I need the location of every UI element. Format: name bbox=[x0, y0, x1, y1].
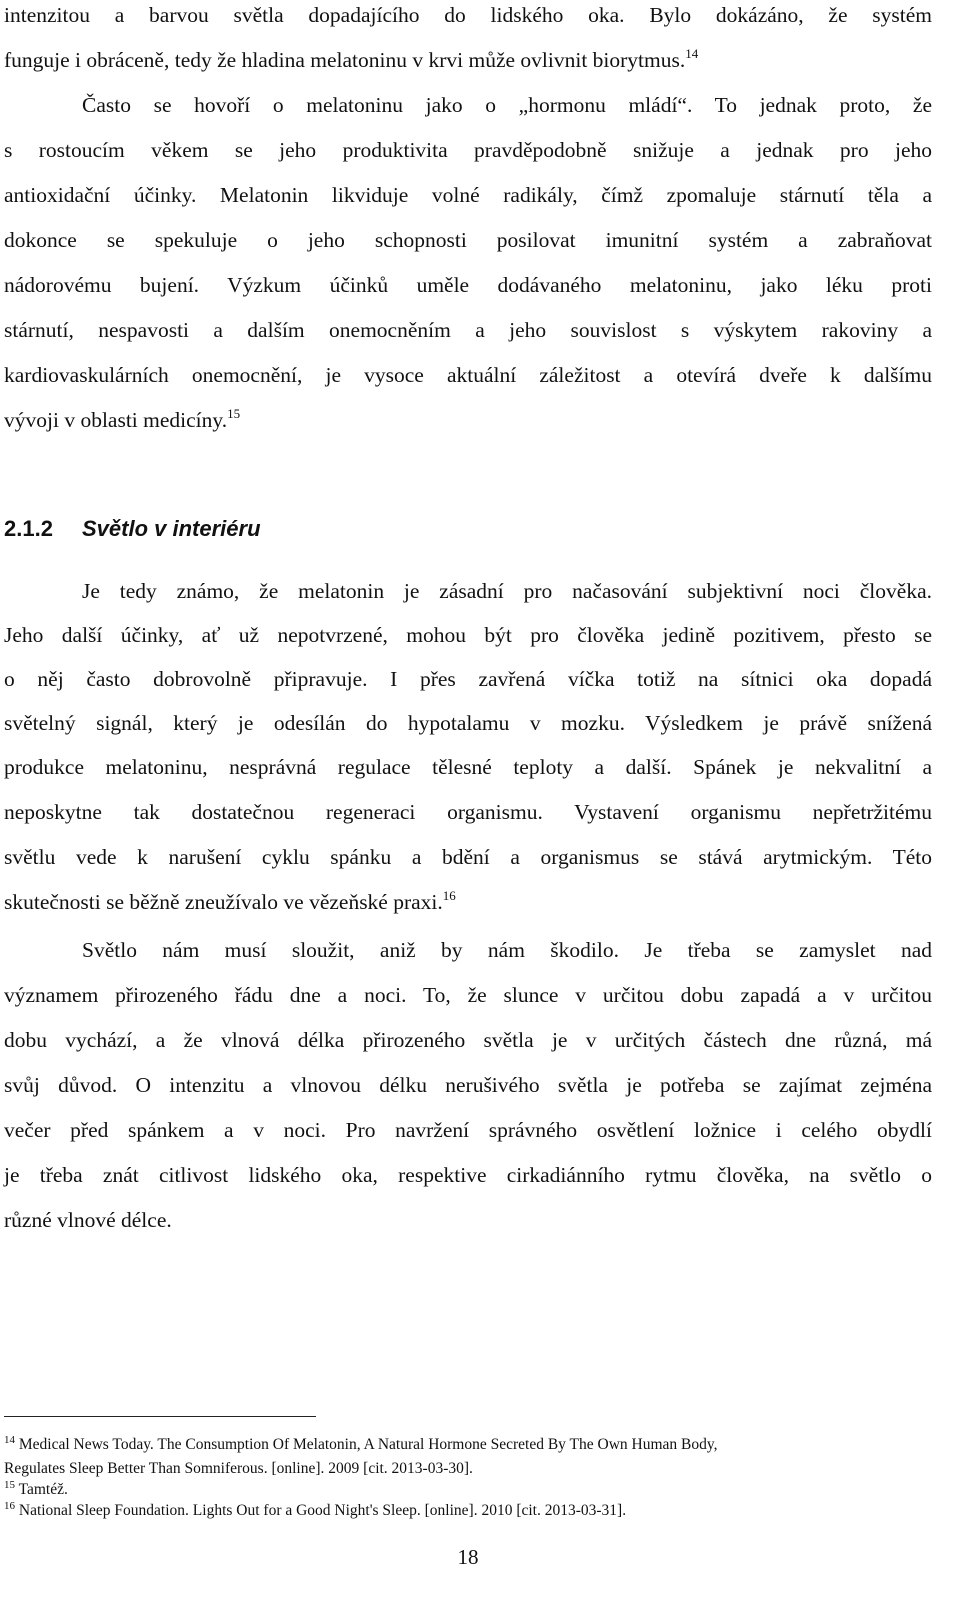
text-line: produkce melatoninu, nesprávná regulace tělesné teploty a další. Spánek je nekvalitní a bbox=[4, 755, 932, 779]
footnote-text: Medical News Today. The Consumption Of Melatonin, A Natural Hormone Secreted By The Own Human Body, bbox=[18, 1436, 718, 1453]
footnote-number: 16 bbox=[4, 1500, 15, 1512]
text-line: různé vlnové délce. bbox=[4, 1208, 172, 1232]
footnote-text: Tamtéž. bbox=[18, 1481, 68, 1498]
text-line: s rostoucím věkem se jeho produktivita pravděpodobně snižuje a jednak pro jeho bbox=[4, 138, 932, 162]
footnote-separator bbox=[4, 1416, 316, 1417]
footnote-continuation: Regulates Sleep Better Than Somniferous. [online]. 2009 [cit. 2013-03-30]. bbox=[4, 1460, 473, 1477]
footnote bbox=[4, 1479, 932, 1501]
text-line-content: vývoji v oblasti medicíny. bbox=[4, 408, 228, 432]
page-number: 18 bbox=[457, 1545, 479, 1569]
section-number: 2.1.2 bbox=[4, 516, 53, 541]
footnote-ref: 14 bbox=[685, 46, 699, 61]
section-heading bbox=[4, 514, 261, 544]
text-line: kardiovaskulárních onemocnění, je vysoce aktuální záležitost a otevírá dveře k dalšímu bbox=[4, 363, 932, 387]
text-line: o něj často dobrovolně připravuje. I přes zavřená víčka totiž na sítnici oka dopadá bbox=[4, 667, 932, 691]
text-line: dobu vychází, a že vlnová délka přirozeného světla je v určitých částech dne různá, má bbox=[4, 1028, 932, 1052]
text-line: Často se hovoří o melatoninu jako o „hormonu mládí“. To jednak proto, že bbox=[82, 93, 932, 117]
text-line-content: funguje i obráceně, tedy že hladina melatoninu v krvi může ovlivnit biorytmus. bbox=[4, 48, 686, 72]
text-line bbox=[4, 405, 932, 435]
text-line bbox=[4, 45, 932, 75]
text-line: nádorovému bujení. Výzkum účinků uměle dodávaného melatoninu, jako léku proti bbox=[4, 273, 932, 297]
text-line: večer před spánkem a v noci. Pro navržení správného osvětlení ložnice i celého obydlí bbox=[4, 1118, 932, 1142]
text-line: Světlo nám musí sloužit, aniž by nám škodilo. Je třeba se zamyslet nad bbox=[82, 938, 932, 962]
text-line: světelný signál, který je odesílán do hypotalamu v mozku. Výsledkem je právě snížená bbox=[4, 711, 932, 735]
text-line: svůj důvod. O intenzitu a vlnovou délku nerušivého světla je potřeba se zajímat zejména bbox=[4, 1073, 932, 1097]
footnote-text: National Sleep Foundation. Lights Out for a Good Night's Sleep. [online]. 2010 [cit. 2013-03-31]. bbox=[18, 1502, 627, 1519]
text-line: stárnutí, nespavosti a dalším onemocněním a jeho souvislost s výskytem rakoviny a bbox=[4, 318, 932, 342]
text-line bbox=[4, 887, 932, 917]
footnote-ref: 16 bbox=[442, 888, 456, 903]
footnote-ref: 15 bbox=[227, 406, 241, 421]
text-line: je třeba znát citlivost lidského oka, respektive cirkadiánního rytmu člověka, na světlo o bbox=[4, 1163, 932, 1187]
text-line: antioxidační účinky. Melatonin likviduje volné radikály, čímž zpomaluje stárnutí těla a bbox=[4, 183, 932, 207]
footnote bbox=[4, 1500, 932, 1522]
footnote-number: 14 bbox=[4, 1434, 15, 1446]
text-line: významem přirozeného řádu dne a noci. To, že slunce v určitou dobu zapadá a v určitou bbox=[4, 983, 932, 1007]
footnote-number: 15 bbox=[4, 1479, 15, 1491]
text-line-content: skutečnosti se běžně zneužívalo ve vězeňské praxi. bbox=[4, 890, 443, 914]
footnote bbox=[4, 1434, 932, 1456]
text-line: intenzitou a barvou světla dopadajícího do lidského oka. Bylo dokázáno, že systém bbox=[4, 3, 932, 27]
section-title: Světlo v interiéru bbox=[82, 516, 261, 541]
text-line: Je tedy známo, že melatonin je zásadní pro načasování subjektivní noci člověka. bbox=[82, 579, 932, 603]
text-line: neposkytne tak dostatečnou regeneraci organismu. Vystavení organismu nepřetržitému bbox=[4, 800, 932, 824]
text-line: Jeho další účinky, ať už nepotvrzené, mohou být pro člověka jedině pozitivem, přesto se bbox=[4, 623, 932, 647]
text-line: světlu vede k narušení cyklu spánku a bdění a organismus se stává arytmickým. Této bbox=[4, 845, 932, 869]
text-line: dokonce se spekuluje o jeho schopnosti posilovat imunitní systém a zabraňovat bbox=[4, 228, 932, 252]
